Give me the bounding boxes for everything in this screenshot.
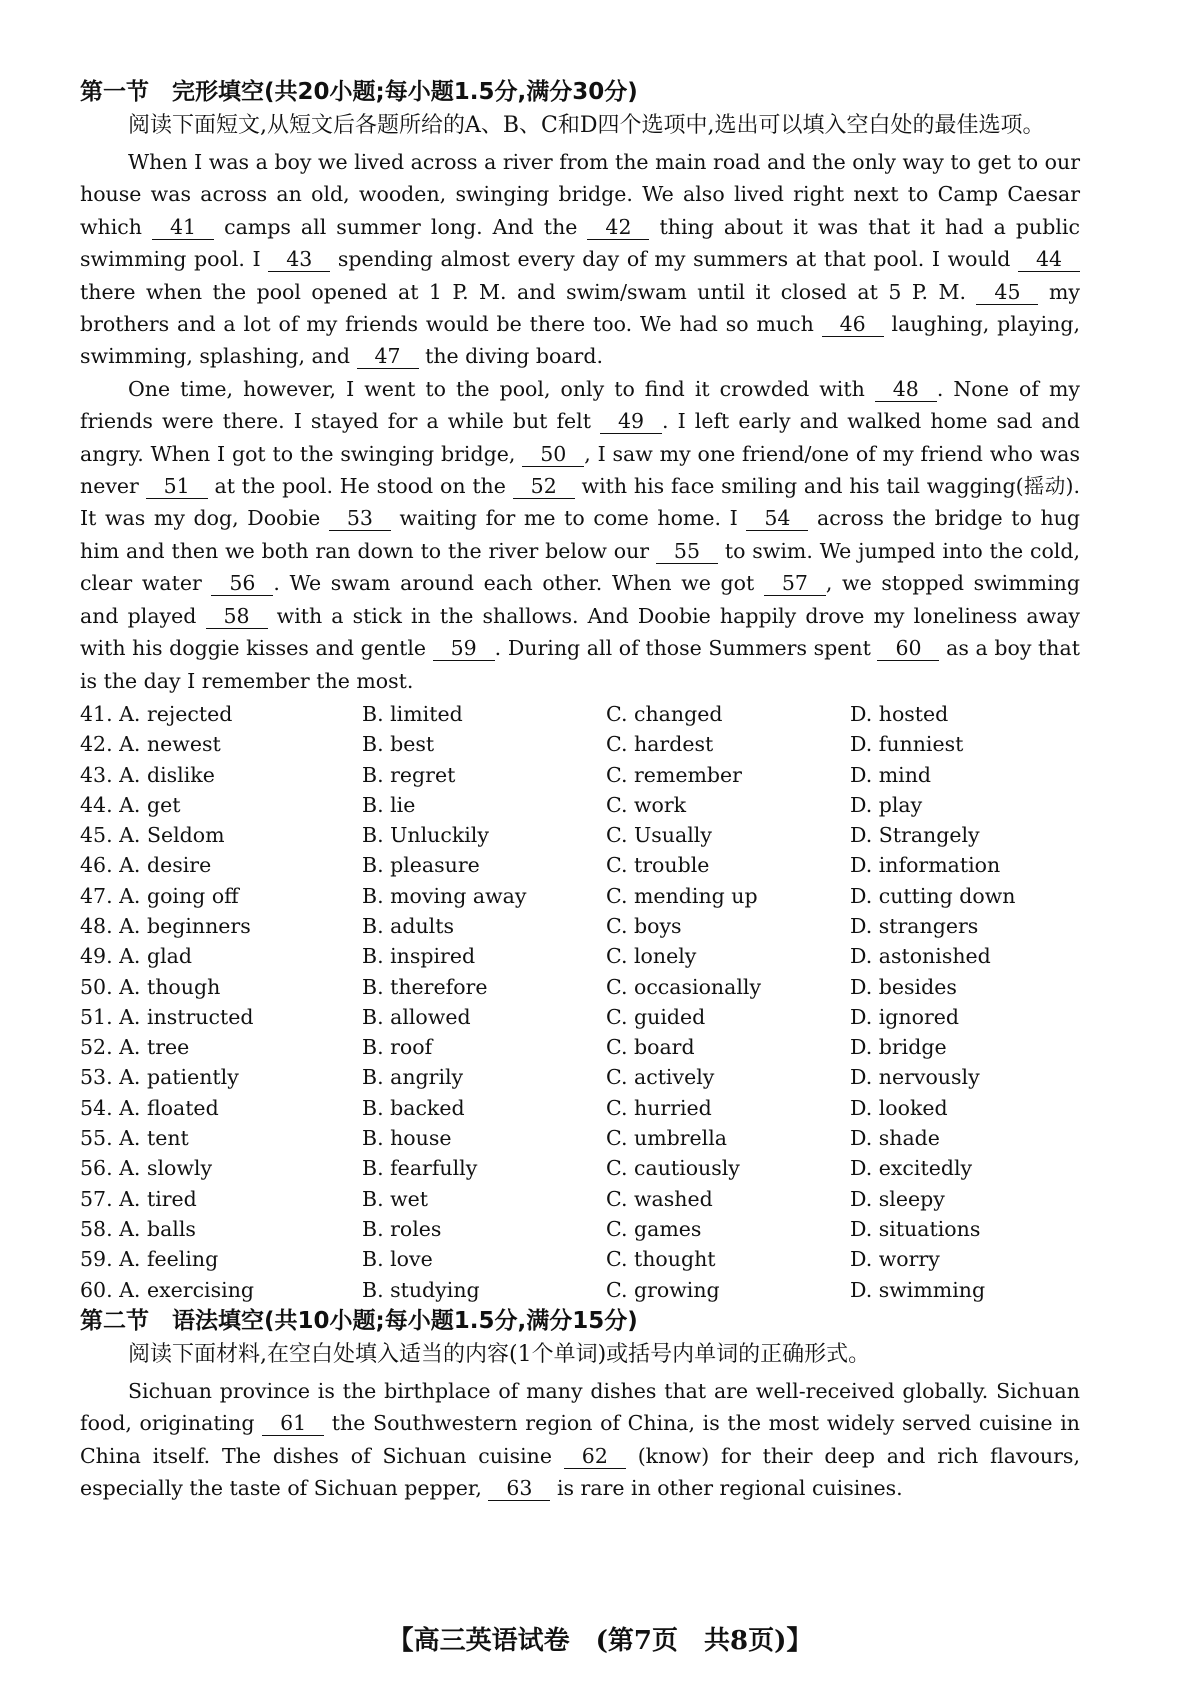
passage-text: with his face smiling and his tail wagging(摇动). It was my dog, Doobie <box>80 474 1080 531</box>
option-c: C. board <box>606 1035 695 1060</box>
option-a: 56. A. slowly <box>80 1156 213 1181</box>
grammar-paragraph-1 <box>80 1375 1080 1505</box>
option-c: C. games <box>606 1216 702 1241</box>
option-b: B. limited <box>362 701 463 726</box>
option-row <box>80 850 1080 880</box>
option-c: C. work <box>606 792 687 817</box>
passage-text: (know) for their deep and rich flavours, especially the taste of Sichuan pepper, <box>80 1443 1080 1501</box>
option-a: 42. A. newest <box>80 732 221 757</box>
option-c: C. mending up <box>606 883 758 908</box>
blank-44: 44 <box>1018 247 1080 272</box>
option-row <box>80 1093 1080 1123</box>
option-b: B. angrily <box>362 1065 464 1090</box>
cloze-passage <box>80 146 1080 697</box>
passage-text: thing about it was that it had a public swimming pool. I <box>80 214 1080 272</box>
passage-text: is rare in other regional cuisines. <box>556 1476 903 1501</box>
blank-60: 60 <box>877 636 939 661</box>
blank-57: 57 <box>764 571 826 596</box>
option-row <box>80 1244 1080 1274</box>
passage-text: . We swam around each other. When we got <box>273 571 755 596</box>
passage-text: as a boy that is the day I remember the most. <box>80 636 1080 693</box>
option-d: D. bridge <box>850 1035 947 1060</box>
option-d: D. besides <box>850 974 957 999</box>
blank-53: 53 <box>329 506 391 531</box>
option-d: D. hosted <box>850 701 949 726</box>
section1-instruction: 阅读下面短文,从短文后各题所给的A、B、C和D四个选项中,选出可以填入空白处的最佳选项。 <box>128 113 1045 138</box>
option-d: D. cutting down <box>850 883 1016 908</box>
option-b: B. moving away <box>362 883 527 908</box>
blank-43: 43 <box>268 247 330 272</box>
option-d: D. shade <box>850 1126 940 1151</box>
blank-48: 48 <box>875 377 937 402</box>
blank-55: 55 <box>656 539 718 564</box>
option-row <box>80 1123 1080 1153</box>
passage-text: across the bridge to hug him and then we both ran down to the river below our <box>80 506 1080 563</box>
option-b: B. inspired <box>362 944 476 969</box>
option-row <box>80 699 1080 729</box>
option-d: D. nervously <box>850 1065 980 1090</box>
option-b: B. best <box>362 732 435 757</box>
option-row <box>80 760 1080 790</box>
passage-text: . I left early and walked home sad and angry. When I got to the swinging bridge, <box>80 409 1080 466</box>
section2-instruction: 阅读下面材料,在空白处填入适当的内容(1个单词)或括号内单词的正确形式。 <box>128 1341 871 1367</box>
option-c: C. actively <box>606 1065 715 1090</box>
option-b: B. Unluckily <box>362 823 489 848</box>
option-a: 55. A. tent <box>80 1126 189 1151</box>
cloze-paragraph-2 <box>80 373 1080 697</box>
option-d: D. play <box>850 792 923 817</box>
blank-59: 59 <box>433 636 495 661</box>
option-d: D. mind <box>850 762 932 787</box>
option-c: C. lonely <box>606 944 697 969</box>
option-c: C. occasionally <box>606 974 762 999</box>
option-b: B. allowed <box>362 1004 471 1029</box>
option-c: C. changed <box>606 701 723 726</box>
option-row <box>80 881 1080 911</box>
option-row <box>80 1002 1080 1032</box>
passage-text: , I saw my one friend/one of my friend who was never <box>80 441 1080 499</box>
option-row <box>80 1184 1080 1214</box>
option-row <box>80 911 1080 941</box>
option-a: 59. A. feeling <box>80 1247 219 1272</box>
option-a: 53. A. patiently <box>80 1065 239 1090</box>
option-b: B. roof <box>362 1035 433 1060</box>
option-row <box>80 972 1080 1002</box>
blank-52: 52 <box>513 474 575 499</box>
option-a: 45. A. Seldom <box>80 823 225 848</box>
option-b: B. roles <box>362 1216 442 1241</box>
section1-heading: 第一节 完形填空(共20小题;每小题1.5分,满分30分) <box>80 79 638 105</box>
option-a: 57. A. tired <box>80 1186 197 1211</box>
passage-text: Sichuan province is the birthplace of many dishes that are well-received globally. Sichuan food, originating <box>80 1378 1080 1436</box>
option-d: D. excitedly <box>850 1156 973 1181</box>
option-row <box>80 729 1080 759</box>
option-row <box>80 1275 1080 1305</box>
passage-text: . During all of those Summers spent <box>494 636 871 661</box>
option-d: D. situations <box>850 1216 981 1241</box>
option-c: C. hardest <box>606 732 714 757</box>
passage-text: to swim. We jumped into the cold, clear water <box>80 538 1080 596</box>
passage-text: there when the pool opened at 1 P. M. and swim/swam until it closed at 5 P. M. <box>80 279 966 304</box>
option-b: B. house <box>362 1126 452 1151</box>
passage-text: the diving board. <box>425 344 603 369</box>
section2-heading: 第二节 语法填空(共10小题;每小题1.5分,满分15分) <box>80 1307 638 1334</box>
blank-45: 45 <box>976 280 1038 305</box>
passage-text: at the pool. He stood on the <box>214 474 506 499</box>
blank-54: 54 <box>746 506 808 531</box>
blank-46: 46 <box>822 312 884 337</box>
option-b: B. adults <box>362 913 454 938</box>
option-row <box>80 1214 1080 1244</box>
exam-page <box>80 76 1080 1504</box>
option-d: D. astonished <box>850 944 991 969</box>
option-d: D. sleepy <box>850 1186 945 1211</box>
option-d: D. funniest <box>850 732 964 757</box>
option-a: 49. A. glad <box>80 944 192 969</box>
passage-text: the Southwestern region of China, is the most widely served cuisine in China itself. The dishes of Sichuan cuisine <box>80 1411 1080 1468</box>
option-b: B. wet <box>362 1186 429 1211</box>
answer-options <box>80 699 1080 1305</box>
option-a: 51. A. instructed <box>80 1004 254 1029</box>
option-a: 50. A. though <box>80 974 221 999</box>
option-d: D. swimming <box>850 1277 986 1302</box>
option-c: C. guided <box>606 1004 706 1029</box>
page-footer: 【高三英语试卷 (第7页 共8页)】 <box>387 1626 813 1656</box>
blank-63: 63 <box>488 1476 550 1501</box>
option-a: 58. A. balls <box>80 1216 196 1241</box>
blank-58: 58 <box>206 604 268 629</box>
option-d: D. strangers <box>850 913 979 938</box>
blank-56: 56 <box>211 571 273 596</box>
blank-41: 41 <box>152 215 214 240</box>
option-row <box>80 790 1080 820</box>
grammar-passage <box>80 1375 1080 1505</box>
option-a: 41. A. rejected <box>80 701 233 726</box>
option-row <box>80 820 1080 850</box>
option-a: 46. A. desire <box>80 853 212 878</box>
passage-text: . None of my friends were there. I stayed for a while but felt <box>80 376 1080 434</box>
option-b: B. backed <box>362 1095 465 1120</box>
option-b: B. fearfully <box>362 1156 478 1181</box>
option-c: C. trouble <box>606 853 710 878</box>
option-b: B. lie <box>362 792 416 817</box>
option-c: C. washed <box>606 1186 713 1211</box>
passage-text: with a stick in the shallows. And Doobie happily drove my loneliness away with his doggie kisses and gentle <box>80 603 1080 661</box>
passage-text: my brothers and a lot of my friends would be there too. We had so much <box>80 279 1080 337</box>
option-b: B. therefore <box>362 974 488 999</box>
option-a: 54. A. floated <box>80 1095 219 1120</box>
option-d: D. worry <box>850 1247 940 1272</box>
passage-text: One time, however, I went to the pool, only to find it crowded with <box>128 376 865 401</box>
option-d: D. looked <box>850 1095 948 1120</box>
option-d: D. information <box>850 853 1001 878</box>
option-a: 43. A. dislike <box>80 762 215 787</box>
option-b: B. studying <box>362 1277 480 1302</box>
option-a: 48. A. beginners <box>80 913 251 938</box>
blank-50: 50 <box>522 442 584 467</box>
passage-text: spending almost every day of my summers at that pool. I would <box>337 247 1011 272</box>
blank-49: 49 <box>600 409 662 434</box>
option-d: D. Strangely <box>850 823 980 848</box>
option-a: 60. A. exercising <box>80 1277 255 1302</box>
option-row <box>80 1032 1080 1062</box>
option-a: 52. A. tree <box>80 1035 190 1060</box>
option-row <box>80 1062 1080 1092</box>
cloze-paragraph-1 <box>80 146 1080 373</box>
option-b: B. love <box>362 1247 433 1272</box>
option-c: C. thought <box>606 1247 716 1272</box>
option-c: C. growing <box>606 1277 720 1302</box>
option-row <box>80 941 1080 971</box>
option-c: C. hurried <box>606 1095 712 1120</box>
passage-text: , we stopped swimming and played <box>80 571 1080 628</box>
passage-text: When I was a boy we lived across a river from the main road and the only way to get to our house was across an old, wooden, swinging bridge. We also lived right next to Camp Caesar which <box>80 150 1080 239</box>
blank-42: 42 <box>587 215 649 240</box>
option-a: 47. A. going off <box>80 883 239 908</box>
option-row <box>80 1153 1080 1183</box>
passage-text: waiting for me to come home. I <box>399 506 738 531</box>
passage-text: laughing, playing, swimming, splashing, and <box>80 312 1080 369</box>
blank-47: 47 <box>357 344 419 369</box>
option-c: C. cautiously <box>606 1156 740 1181</box>
option-c: C. umbrella <box>606 1126 728 1151</box>
option-d: D. ignored <box>850 1004 960 1029</box>
blank-62: 62 <box>564 1444 626 1469</box>
option-c: C. remember <box>606 762 742 787</box>
blank-51: 51 <box>146 474 208 499</box>
option-b: B. pleasure <box>362 853 480 878</box>
option-c: C. boys <box>606 913 682 938</box>
option-c: C. Usually <box>606 823 712 848</box>
passage-text: camps all summer long. And the <box>224 214 578 239</box>
option-b: B. regret <box>362 762 456 787</box>
blank-61: 61 <box>262 1411 324 1436</box>
option-a: 44. A. get <box>80 792 181 817</box>
